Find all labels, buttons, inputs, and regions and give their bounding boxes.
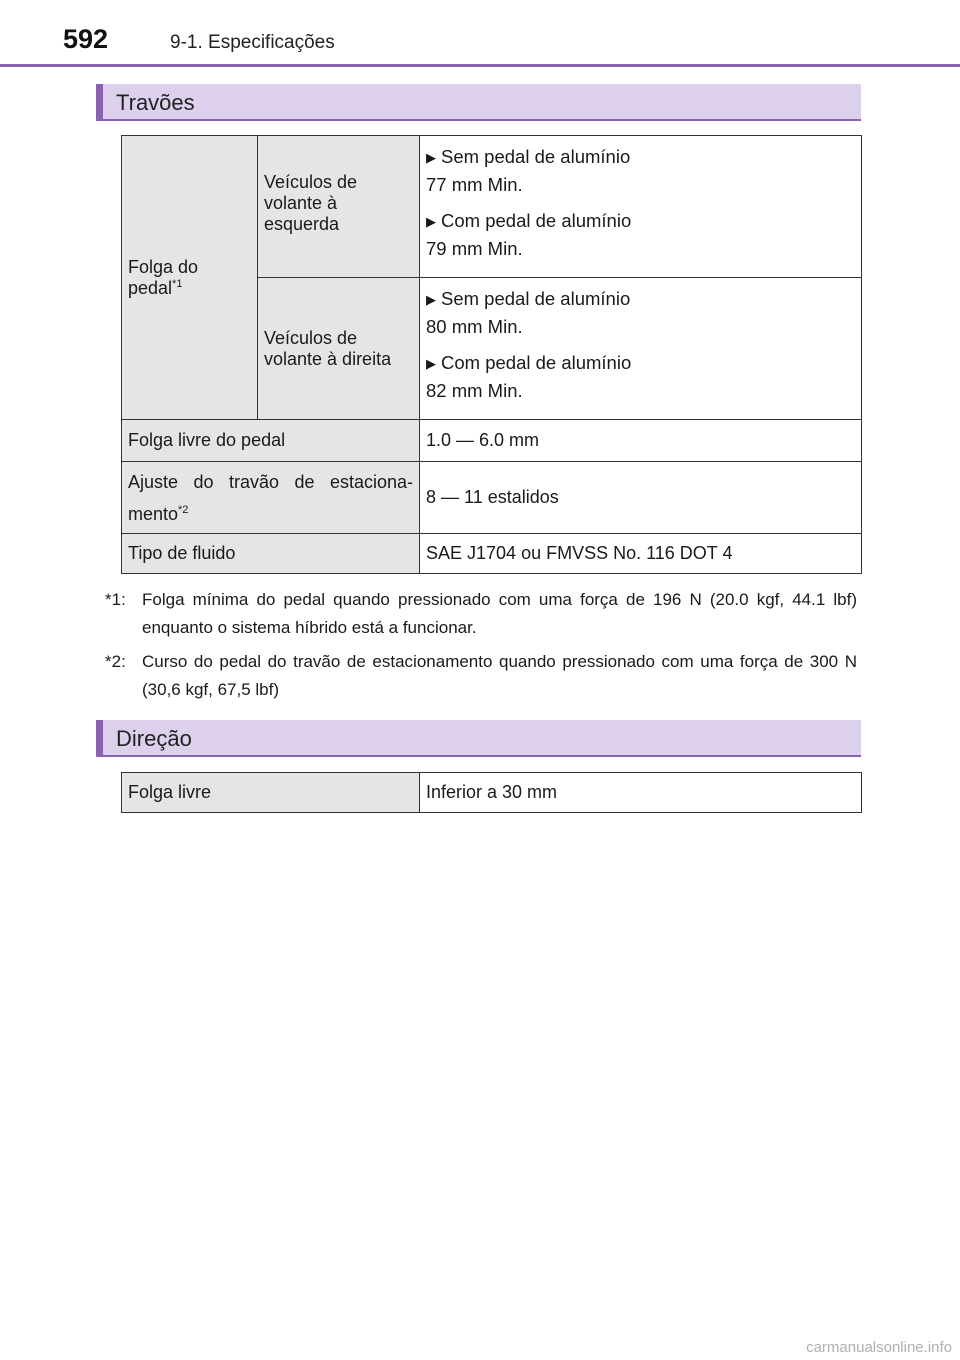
- table-row: [122, 534, 862, 574]
- triangle-bullet-icon: ▶: [426, 214, 436, 229]
- footnote-mark-2: *2: [105, 652, 122, 671]
- list-item: ▶ Sem pedal de alumínio: [426, 146, 631, 167]
- footnote-ref-2: *2: [178, 503, 189, 516]
- lhd-without-value: 77 mm Min.: [426, 174, 523, 195]
- footnote-mark-1: *1: [105, 590, 122, 609]
- list-item: ▶ Com pedal de alumínio: [426, 210, 632, 231]
- rhd-values-cell: [420, 278, 862, 420]
- lhd-cell: [258, 136, 420, 278]
- pedal-clearance-label: Folga do pedal: [128, 256, 199, 298]
- chapter-title: 9-1. Especificações: [170, 32, 335, 53]
- triangle-bullet-icon: ▶: [426, 292, 436, 307]
- triangle-bullet-icon: ▶: [426, 150, 436, 165]
- list-item: ▶ Sem pedal de alumínio: [426, 288, 631, 309]
- pedal-clearance-cell: [122, 136, 258, 420]
- lhd-label: Veículos de volante à esquerda: [264, 172, 358, 234]
- section-header-brakes: [96, 84, 861, 121]
- list-item: ▶ Com pedal de alumínio: [426, 352, 632, 373]
- rhd-label: Veículos de volante à direita: [264, 327, 392, 369]
- brakes-spec-table: [121, 135, 862, 574]
- table-row: [122, 462, 862, 534]
- section-header-steering: [96, 720, 861, 757]
- rhd-cell: [258, 278, 420, 420]
- steering-spec-table: [121, 772, 862, 813]
- parking-brake-value: 8 — 11 estalidos: [420, 462, 862, 534]
- header-rule: [0, 64, 960, 67]
- free-play-label: Folga livre do pedal: [122, 420, 420, 462]
- lhd-values-cell: [420, 136, 862, 278]
- footnote-2: *2: Curso do pedal do travão de estacionamento quando pressionado com uma força de 300 N (30,6 kgf, 67,5 lbf): [105, 648, 857, 704]
- fluid-type-value: SAE J1704 ou FMVSS No. 116 DOT 4: [420, 534, 862, 574]
- section-title-steering: Direção: [116, 726, 192, 751]
- parking-brake-cell: [122, 462, 420, 534]
- table-row: [122, 773, 862, 813]
- rhd-with-value: 82 mm Min.: [426, 380, 523, 401]
- fluid-type-label: Tipo de fluido: [122, 534, 420, 574]
- footnote-text-1: Folga mínima do pedal quando pressionado com uma força de 196 N (20.0 kgf, 44.1 lbf) enquanto o sistema híbrido está a funcionar.: [142, 590, 857, 637]
- watermark: carmanualsonline.info: [806, 1339, 952, 1356]
- page-header: [0, 0, 960, 68]
- footnote-ref-1: *1: [172, 277, 183, 290]
- footnote-text-2: Curso do pedal do travão de estacionamento quando pressionado com uma força de 300 N (30,6 kgf, 67,5 lbf): [142, 652, 857, 699]
- steering-free-play-label: Folga livre: [122, 773, 420, 813]
- section-title-brakes: Travões: [116, 90, 195, 115]
- free-play-value: 1.0 — 6.0 mm: [420, 420, 862, 462]
- steering-free-play-value: Inferior a 30 mm: [420, 773, 862, 813]
- table-row: [122, 136, 862, 278]
- table-row: [122, 420, 862, 462]
- footnote-1: *1: Folga mínima do pedal quando pressionado com uma força de 196 N (20.0 kgf, 44.1 lbf) enquanto o sistema híbrido está a funcionar.: [105, 586, 857, 642]
- parking-brake-label: Ajuste do travão de estaciona-mento: [128, 471, 413, 524]
- page-number: 592: [63, 24, 109, 54]
- lhd-with-value: 79 mm Min.: [426, 238, 523, 259]
- rhd-without-value: 80 mm Min.: [426, 316, 523, 337]
- triangle-bullet-icon: ▶: [426, 356, 436, 371]
